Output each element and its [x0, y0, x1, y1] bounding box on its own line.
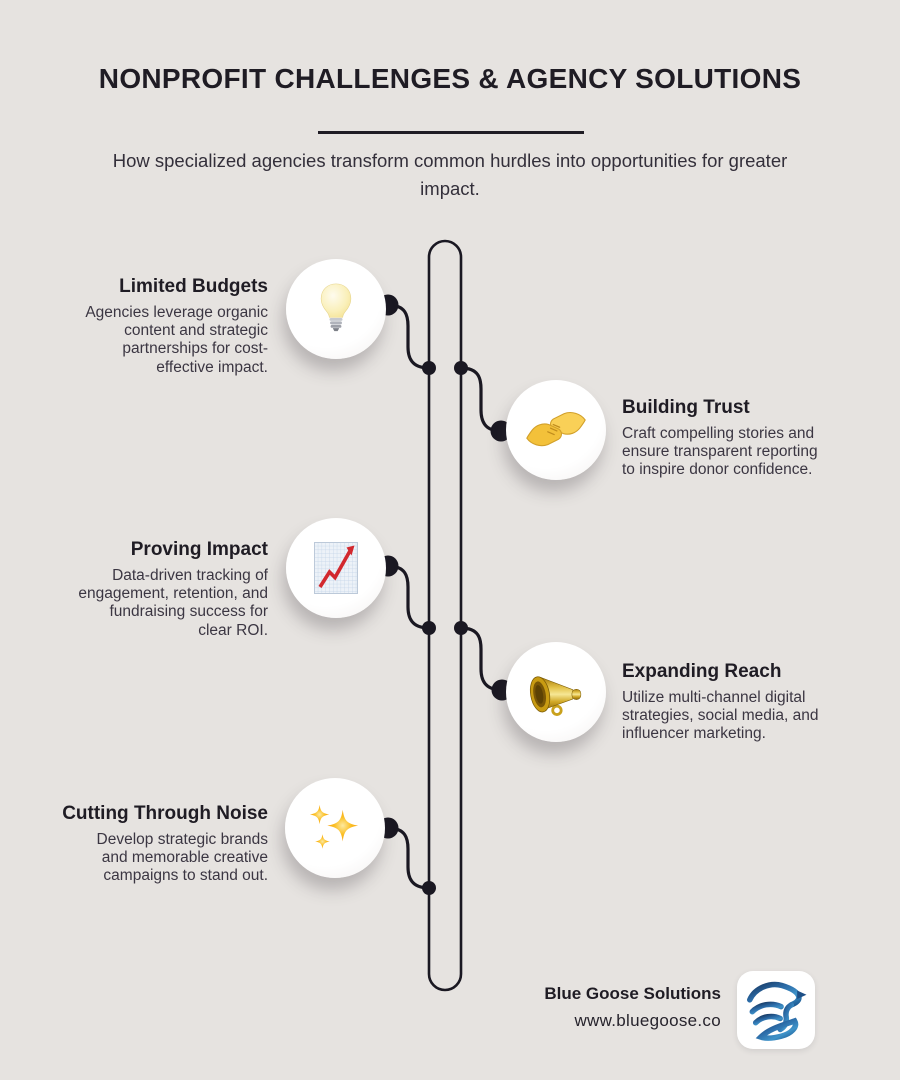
item-description: Develop strategic brands and memorable creative campaigns to stand out. [96, 830, 268, 885]
item-proving-impact [8, 538, 268, 640]
company-name: Blue Goose Solutions [544, 984, 721, 1003]
handshake-icon [525, 409, 587, 451]
item-title: Limited Budgets [119, 276, 268, 297]
connector-2 [461, 368, 501, 431]
page-title: NONPROFIT CHALLENGES & AGENCY SOLUTIONS [98, 63, 802, 94]
logo-container [737, 971, 815, 1049]
item-cutting-through-noise [8, 802, 268, 886]
icon-circle-proving-impact [286, 518, 386, 618]
footer [544, 983, 721, 1031]
item-title: Proving Impact [130, 539, 268, 560]
icon-circle-building-trust [506, 380, 606, 480]
item-title: Cutting Through Noise [62, 803, 268, 824]
item-description: Craft compelling stories and ensure transparent reporting to inspire donor confidence. [622, 424, 818, 479]
item-description: Agencies leverage organic content and strategic partnerships for cost-effective impact. [85, 303, 268, 376]
item-title: Building Trust [622, 397, 750, 418]
icon-circle-cutting-through-noise [285, 778, 385, 878]
website-url: www.bluegoose.co [574, 1011, 721, 1031]
item-description: Data-driven tracking of engagement, retention, and fundraising success for clear ROI. [78, 566, 268, 639]
sparkles-icon [307, 802, 363, 854]
connector-3 [388, 566, 429, 628]
chart-increasing-icon [314, 542, 358, 594]
item-building-trust [622, 396, 832, 480]
item-expanding-reach [622, 660, 832, 744]
timeline-capsule [429, 241, 461, 990]
icon-circle-expanding-reach [506, 642, 606, 742]
timeline-dots [378, 295, 513, 896]
item-limited-budgets [8, 275, 268, 377]
page-subtitle: How specialized agencies transform common hurdles into opportunities for greater impact. [112, 150, 788, 199]
lightbulb-icon [316, 282, 356, 336]
megaphone-icon [526, 668, 586, 717]
icon-circle-limited-budgets [286, 259, 386, 359]
connector-5 [388, 828, 429, 888]
item-description: Utilize multi-channel digital strategies, social media, and influencer marketing. [622, 688, 819, 743]
connector-4 [461, 628, 502, 690]
goose-logo [743, 977, 809, 1043]
item-title: Expanding Reach [622, 661, 782, 682]
connector-1 [388, 305, 429, 368]
